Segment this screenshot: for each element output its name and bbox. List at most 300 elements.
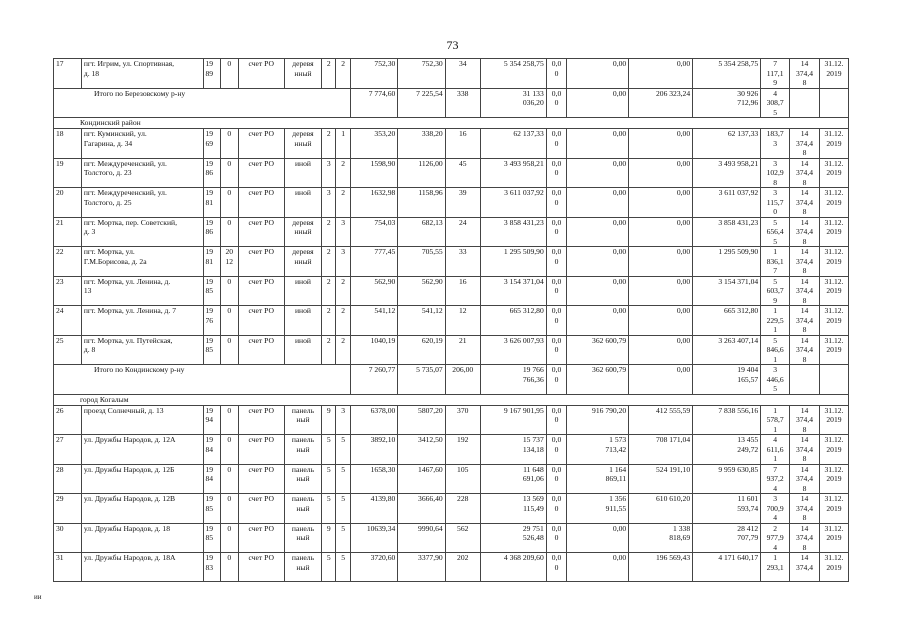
table-cell: 34 (445, 59, 480, 89)
table-cell: 105 (445, 464, 480, 494)
total-cell: 19 404 165,57 (693, 365, 761, 395)
table-row (54, 435, 849, 465)
table-cell: счет РО (238, 306, 284, 336)
table-cell: 27 (54, 435, 82, 465)
table-cell: 16 (445, 129, 480, 159)
table-cell: 3 626 007,93 (480, 335, 546, 365)
table-cell: 5 603,7 9 (761, 276, 790, 306)
table-cell: ул. Дружбы Народов, д. 12Б (81, 464, 203, 494)
total-cell: 30 926 712,96 (693, 88, 761, 118)
table-row (54, 464, 849, 494)
total-cell: 0,00 (567, 88, 629, 118)
table-cell: 0,00 (629, 276, 693, 306)
table-cell: деревя нный (284, 247, 321, 277)
table-cell: 0,0 0 (546, 306, 567, 336)
table-cell: 13 455 249,72 (693, 435, 761, 465)
table-cell: 0 (221, 494, 239, 524)
table-cell: 1158,96 (398, 188, 445, 218)
table-cell: 0,00 (629, 247, 693, 277)
table-cell: 708 171,04 (629, 435, 693, 465)
table-cell: 1 295 509,90 (480, 247, 546, 277)
table-cell: 2 (322, 59, 336, 89)
table-cell: 2 (322, 217, 336, 247)
total-cell: 5 735,07 (398, 365, 445, 395)
table-cell: 2 (322, 129, 336, 159)
table-cell: счет РО (238, 523, 284, 553)
table-cell: 5 (336, 553, 350, 582)
table-cell: 29 (54, 494, 82, 524)
table-cell: 370 (445, 405, 480, 435)
repair-program-table (53, 58, 849, 582)
table-cell: 0,0 0 (546, 217, 567, 247)
table-cell: 1 295 509,90 (693, 247, 761, 277)
table-cell: 3 611 037,92 (480, 188, 546, 218)
table-cell: 5 846,6 1 (761, 335, 790, 365)
table-cell: 14 374,4 8 (790, 129, 820, 159)
empty-cell (819, 88, 848, 118)
table-cell: 202 (445, 553, 480, 582)
table-cell: панель ный (284, 405, 321, 435)
table-row (54, 247, 849, 277)
table-cell: 3 (322, 188, 336, 218)
table-cell: 3 (336, 405, 350, 435)
table-cell: пгт. Междуреченский, ул. Толстого, д. 25 (81, 188, 203, 218)
table-cell: 541,12 (398, 306, 445, 336)
table-row (54, 217, 849, 247)
table-cell: 5 656,4 5 (761, 217, 790, 247)
table-cell: 2 (336, 335, 350, 365)
table-cell: 5 (336, 464, 350, 494)
section-title: город Когалым (54, 394, 849, 405)
table-cell: 1 229,5 1 (761, 306, 790, 336)
table-cell: 19 85 (203, 276, 221, 306)
table-cell: 3 (322, 158, 336, 188)
table-cell: счет РО (238, 553, 284, 582)
total-cell: 338 (445, 88, 480, 118)
table-body (54, 59, 849, 582)
table-cell: 0,0 0 (546, 494, 567, 524)
table-cell: панель ный (284, 464, 321, 494)
table-cell: иной (284, 188, 321, 218)
total-cell: 362 600,79 (567, 365, 629, 395)
table-cell: 3720,60 (350, 553, 397, 582)
table-cell: 31.12. 2019 (819, 247, 848, 277)
table-cell: 5 (336, 523, 350, 553)
table-cell: 20 12 (221, 247, 239, 277)
table-row (54, 523, 849, 553)
table-cell: 1 164 869,11 (567, 464, 629, 494)
table-cell: счет РО (238, 405, 284, 435)
table-row (54, 59, 849, 89)
table-cell: 3 858 431,23 (693, 217, 761, 247)
table-cell: 665 312,80 (480, 306, 546, 336)
table-cell: 0 (221, 435, 239, 465)
table-cell: 14 374,4 8 (790, 247, 820, 277)
table-cell: 5 (322, 553, 336, 582)
table-cell: счет РО (238, 335, 284, 365)
table-row (54, 553, 849, 582)
table-cell: 19 85 (203, 523, 221, 553)
table-cell: 752,30 (350, 59, 397, 89)
table-cell: 0,00 (629, 158, 693, 188)
table-cell: 777,45 (350, 247, 397, 277)
table-cell: 3 154 371,04 (480, 276, 546, 306)
table-cell: 14 374,4 8 (790, 405, 820, 435)
table-cell: 3 102,9 8 (761, 158, 790, 188)
table-cell: панель ный (284, 494, 321, 524)
table-cell: 3 493 958,21 (693, 158, 761, 188)
table-cell: 5 (336, 494, 350, 524)
table-cell: 24 (54, 306, 82, 336)
table-cell: 2 (322, 247, 336, 277)
table-cell: 14 374,4 8 (790, 276, 820, 306)
table-cell: пгт. Игрим, ул. Спортивная, д. 18 (81, 59, 203, 89)
table-cell: 0,00 (567, 553, 629, 582)
table-cell: 0,00 (567, 247, 629, 277)
table-cell: 3 700,9 4 (761, 494, 790, 524)
table-cell: 62 137,33 (480, 129, 546, 159)
table-row (54, 158, 849, 188)
table-cell: панель ный (284, 523, 321, 553)
table-cell: 14 374,4 8 (790, 494, 820, 524)
table-cell: 0,0 0 (546, 276, 567, 306)
table-cell: 7 838 556,16 (693, 405, 761, 435)
table-cell: 28 (54, 464, 82, 494)
table-cell: панель ный (284, 435, 321, 465)
table-cell: 541,12 (350, 306, 397, 336)
table-cell: 3666,40 (398, 494, 445, 524)
table-cell: 9 959 630,85 (693, 464, 761, 494)
table-cell: 0 (221, 335, 239, 365)
table-cell: 1 (336, 129, 350, 159)
table-cell: 1 578,7 1 (761, 405, 790, 435)
table-cell: 2 (336, 59, 350, 89)
table-cell: 0 (221, 523, 239, 553)
table-cell: 4 611,6 1 (761, 435, 790, 465)
table-row (54, 405, 849, 435)
table-cell: 31.12. 2019 (819, 59, 848, 89)
table-cell: 14 374,4 8 (790, 217, 820, 247)
table-cell: 25 (54, 335, 82, 365)
table-cell: 228 (445, 494, 480, 524)
section-header-row (54, 394, 849, 405)
table-cell: 620,19 (398, 335, 445, 365)
table-cell: 3 (336, 247, 350, 277)
table-cell: 0,0 0 (546, 553, 567, 582)
table-cell: 14 374,4 8 (790, 306, 820, 336)
table-cell: 19 85 (203, 335, 221, 365)
table-cell: 0,0 0 (546, 59, 567, 89)
table-cell: 3377,90 (398, 553, 445, 582)
table-cell: 562,90 (350, 276, 397, 306)
table-cell: 0 (221, 464, 239, 494)
table-cell: 29 751 526,48 (480, 523, 546, 553)
total-label: Итого по Кондинскому р-ну (54, 365, 351, 395)
table-cell: 0,00 (629, 335, 693, 365)
total-cell: 19 766 766,36 (480, 365, 546, 395)
table-cell: 22 (54, 247, 82, 277)
table-cell: 24 (445, 217, 480, 247)
table-cell: 0,00 (567, 188, 629, 218)
total-row (54, 365, 849, 395)
total-cell: 0,0 0 (546, 88, 567, 118)
table-cell: 31.12. 2019 (819, 306, 848, 336)
table-cell: 14 374,4 8 (790, 188, 820, 218)
table-cell: 9990,64 (398, 523, 445, 553)
table-cell: 31.12. 2019 (819, 523, 848, 553)
table-cell: 0,0 0 (546, 158, 567, 188)
section-title: Кондинский район (54, 118, 849, 129)
table-cell: 665 312,80 (693, 306, 761, 336)
table-cell: пгт. Мортка, ул. Ленина, д. 7 (81, 306, 203, 336)
table-cell: 5 (322, 464, 336, 494)
table-cell: 0,00 (629, 217, 693, 247)
total-label: Итого по Березовскому р-ну (54, 88, 351, 118)
table-cell: 4139,80 (350, 494, 397, 524)
section-header-row (54, 118, 849, 129)
table-cell: 3 493 958,21 (480, 158, 546, 188)
table-cell: 562 (445, 523, 480, 553)
table-cell: 23 (54, 276, 82, 306)
table-cell: 0,00 (629, 306, 693, 336)
table-cell: 754,03 (350, 217, 397, 247)
empty-cell (790, 88, 820, 118)
table-cell: 1 836,1 7 (761, 247, 790, 277)
table-cell: пгт. Мортка, ул. Ленина, д. 13 (81, 276, 203, 306)
table-cell: 0 (221, 276, 239, 306)
table-cell: 362 600,79 (567, 335, 629, 365)
table-cell: 0,00 (567, 217, 629, 247)
table-cell: 62 137,33 (693, 129, 761, 159)
total-cell: 7 225,54 (398, 88, 445, 118)
table-cell: 0,00 (629, 129, 693, 159)
table-cell: 5 (336, 435, 350, 465)
table-cell: 1 573 713,42 (567, 435, 629, 465)
table-cell: 4 368 209,60 (480, 553, 546, 582)
table-cell: 1 293,1 (761, 553, 790, 582)
table-cell: 12 (445, 306, 480, 336)
table-cell: 31.12. 2019 (819, 335, 848, 365)
table-cell: 31.12. 2019 (819, 217, 848, 247)
table-row (54, 129, 849, 159)
table-cell: 31.12. 2019 (819, 553, 848, 582)
table-cell: проезд Солнечный, д. 13 (81, 405, 203, 435)
table-cell: 33 (445, 247, 480, 277)
total-cell: 4 308,7 5 (761, 88, 790, 118)
table-cell: 7 117,1 9 (761, 59, 790, 89)
table-cell: 16 (445, 276, 480, 306)
table-cell: 11 601 593,74 (693, 494, 761, 524)
table-cell: 0 (221, 188, 239, 218)
table-cell: 0 (221, 306, 239, 336)
table-cell: 19 76 (203, 306, 221, 336)
table-cell: 3 858 431,23 (480, 217, 546, 247)
table-row (54, 276, 849, 306)
table-cell: 196 569,43 (629, 553, 693, 582)
table-cell: 1598,90 (350, 158, 397, 188)
table-cell: 7 937,2 4 (761, 464, 790, 494)
table-cell: 1040,19 (350, 335, 397, 365)
table-cell: 610 610,20 (629, 494, 693, 524)
table-row (54, 306, 849, 336)
table-cell: деревя нный (284, 129, 321, 159)
table-cell: 31.12. 2019 (819, 494, 848, 524)
table-cell: счет РО (238, 464, 284, 494)
table-cell: 19 (54, 158, 82, 188)
table-cell: 0 (221, 217, 239, 247)
table-cell: 5 354 258,75 (693, 59, 761, 89)
table-cell: 0,00 (567, 59, 629, 89)
table-cell: 752,30 (398, 59, 445, 89)
table-cell: счет РО (238, 217, 284, 247)
table-cell: 192 (445, 435, 480, 465)
table-cell: 1126,00 (398, 158, 445, 188)
table-cell: 3 (336, 217, 350, 247)
table-cell: 2 (336, 158, 350, 188)
table-cell: 0,00 (567, 158, 629, 188)
table-cell: 2 (336, 306, 350, 336)
table-cell: 31.12. 2019 (819, 435, 848, 465)
table-cell: 1 338 818,69 (629, 523, 693, 553)
table-cell: 19 81 (203, 247, 221, 277)
table-cell: 2 (336, 188, 350, 218)
table-cell: 17 (54, 59, 82, 89)
empty-cell (790, 365, 820, 395)
table-cell: 0,0 0 (546, 405, 567, 435)
table-cell: 5 (322, 435, 336, 465)
table-row (54, 494, 849, 524)
table-cell: 0,00 (629, 188, 693, 218)
table-cell: 11 648 691,06 (480, 464, 546, 494)
table-cell: 6378,00 (350, 405, 397, 435)
table-cell: 353,20 (350, 129, 397, 159)
table-cell: ул. Дружбы Народов, д. 12В (81, 494, 203, 524)
table-cell: 0,00 (567, 523, 629, 553)
table-cell: 28 412 707,79 (693, 523, 761, 553)
table-cell: счет РО (238, 276, 284, 306)
table-cell: деревя нный (284, 59, 321, 89)
table-cell: 14 374,4 8 (790, 158, 820, 188)
total-cell: 7 260,77 (350, 365, 397, 395)
table-cell: 14 374,4 (790, 553, 820, 582)
table-cell: пгт. Мортка, ул. Г.М.Борисова, д. 2а (81, 247, 203, 277)
table-cell: 21 (54, 217, 82, 247)
table-cell: 14 374,4 8 (790, 335, 820, 365)
table-cell: 0,00 (567, 276, 629, 306)
table-cell: 0,00 (567, 306, 629, 336)
table-cell: 19 84 (203, 435, 221, 465)
table-cell: 30 (54, 523, 82, 553)
table-cell: 338,20 (398, 129, 445, 159)
table-cell: 1 356 911,55 (567, 494, 629, 524)
table-cell: счет РО (238, 494, 284, 524)
table-cell: 31.12. 2019 (819, 405, 848, 435)
table-cell: 916 790,20 (567, 405, 629, 435)
table-cell: 20 (54, 188, 82, 218)
table-cell: 19 94 (203, 405, 221, 435)
table-cell: 19 86 (203, 158, 221, 188)
table-cell: 26 (54, 405, 82, 435)
table-cell: 0,0 0 (546, 435, 567, 465)
table-cell: 3412,50 (398, 435, 445, 465)
table-cell: пгт. Мортка, ул. Путейская, д. 8 (81, 335, 203, 365)
table-cell: 10639,34 (350, 523, 397, 553)
table-cell: 0,0 0 (546, 523, 567, 553)
table-cell: 21 (445, 335, 480, 365)
table-cell: 3892,10 (350, 435, 397, 465)
table-cell: 5 (322, 494, 336, 524)
table-cell: 0,00 (567, 129, 629, 159)
table-cell: 31.12. 2019 (819, 464, 848, 494)
table-cell: 412 555,59 (629, 405, 693, 435)
table-cell: счет РО (238, 247, 284, 277)
table-cell: 19 85 (203, 494, 221, 524)
table-cell: 705,55 (398, 247, 445, 277)
table-cell: 5 354 258,75 (480, 59, 546, 89)
table-cell: счет РО (238, 129, 284, 159)
table-cell: 0,0 0 (546, 247, 567, 277)
table-cell: 19 81 (203, 188, 221, 218)
table-cell: 5807,20 (398, 405, 445, 435)
table-cell: 562,90 (398, 276, 445, 306)
total-cell: 0,0 0 (546, 365, 567, 395)
page-number: 73 (446, 38, 459, 52)
table-cell: 1632,98 (350, 188, 397, 218)
total-cell: 31 133 036,20 (480, 88, 546, 118)
table-cell: 19 69 (203, 129, 221, 159)
table-cell: 31.12. 2019 (819, 158, 848, 188)
table-cell: 14 374,4 8 (790, 523, 820, 553)
table-cell: счет РО (238, 59, 284, 89)
table-cell: пгт. Междуреченский, ул. Толстого, д. 23 (81, 158, 203, 188)
table-cell: ул. Дружбы Народов, д. 18А (81, 553, 203, 582)
table-cell: иной (284, 306, 321, 336)
table-cell: 31.12. 2019 (819, 129, 848, 159)
total-cell: 206,00 (445, 365, 480, 395)
table-cell: счет РО (238, 188, 284, 218)
table-cell: счет РО (238, 435, 284, 465)
table-cell: 183,7 3 (761, 129, 790, 159)
table-cell: панель ный (284, 553, 321, 582)
table-cell: 2 (336, 276, 350, 306)
empty-cell (819, 365, 848, 395)
table-cell: счет РО (238, 158, 284, 188)
table-cell: 3 611 037,92 (693, 188, 761, 218)
table-cell: 3 154 371,04 (693, 276, 761, 306)
table-cell: 2 (322, 306, 336, 336)
table-cell: 2 (322, 335, 336, 365)
table-cell: 1467,60 (398, 464, 445, 494)
table-cell: 31.12. 2019 (819, 276, 848, 306)
table-cell: 31.12. 2019 (819, 188, 848, 218)
table-cell: 31 (54, 553, 82, 582)
table-cell: 0,0 0 (546, 464, 567, 494)
table-cell: 45 (445, 158, 480, 188)
table-cell: 15 737 134,18 (480, 435, 546, 465)
table-cell: 19 86 (203, 217, 221, 247)
table-cell: иной (284, 335, 321, 365)
total-cell: 7 774,60 (350, 88, 397, 118)
table-cell: 0,00 (629, 59, 693, 89)
table-cell: иной (284, 276, 321, 306)
table-cell: 0,0 0 (546, 188, 567, 218)
table-cell: 4 171 640,17 (693, 553, 761, 582)
table-cell: 9 167 901,95 (480, 405, 546, 435)
table-cell: 0 (221, 405, 239, 435)
table-cell: 19 89 (203, 59, 221, 89)
footer-mark: ии (34, 593, 42, 601)
table-cell: 39 (445, 188, 480, 218)
